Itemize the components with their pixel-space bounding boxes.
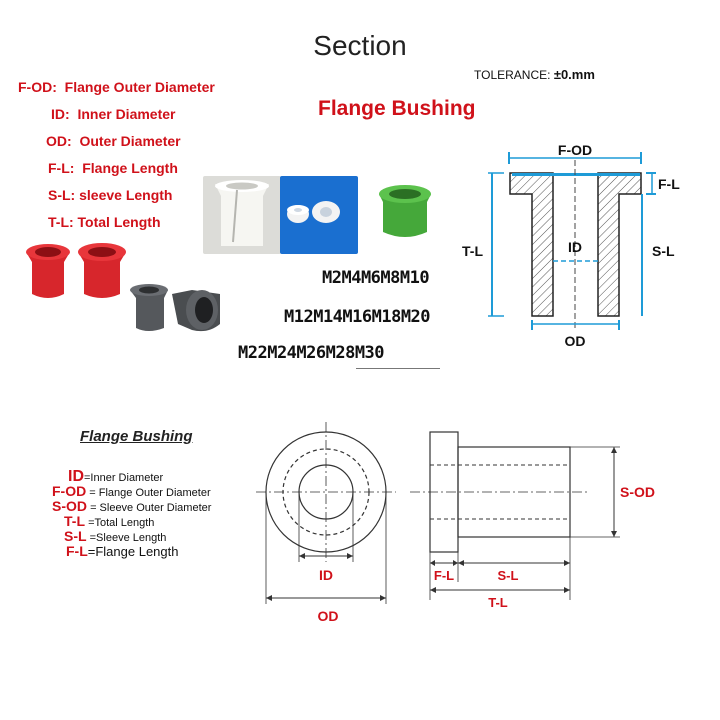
label-t-l: T-L — [462, 243, 483, 259]
dim-f-l-bottom — [430, 560, 458, 583]
legend-key: F-OD: — [18, 79, 57, 95]
legend-text: Flange Outer Diameter — [64, 79, 215, 95]
dim-t-l-bottom — [430, 587, 570, 610]
tolerance-value: ±0.mm — [553, 67, 595, 82]
dim-od-bottom — [266, 595, 386, 624]
legend-row-s-l — [18, 182, 215, 209]
legend2-key: T-L — [64, 513, 85, 529]
legend-row-id — [18, 101, 215, 128]
legend2-key: S-L — [64, 528, 87, 544]
label-f-od: F-OD — [557, 142, 593, 158]
legend-text: Total Length — [77, 214, 161, 230]
legend2-row-f-l — [52, 545, 211, 558]
label-id-bottom: ID — [319, 567, 333, 583]
legend2-text: =Total Length — [88, 517, 155, 529]
label-id: ID — [568, 239, 582, 255]
sizes-row-3: M22M24M26M28M30 — [238, 343, 385, 363]
label-od: OD — [564, 333, 586, 349]
label-s-od: S-OD — [620, 484, 655, 500]
flange-bushing-title: Flange Bushing — [318, 97, 476, 120]
legend-row-f-od — [18, 74, 215, 101]
red-bushing-right — [78, 243, 126, 298]
dim-t-l — [462, 173, 504, 316]
legend-key: OD: — [46, 133, 72, 149]
legend2-text: =Flange Length — [87, 544, 179, 559]
legend2-key: ID — [68, 468, 84, 485]
red-bushing-photo — [20, 238, 135, 304]
tolerance-label: TOLERANCE: — [474, 68, 551, 82]
legend2-text: = Flange Outer Diameter — [89, 487, 211, 499]
dim-od — [532, 320, 619, 349]
legend-key: T-L: — [48, 214, 74, 230]
label-f-l: F-L — [658, 176, 680, 192]
legend2-key: F-OD — [52, 483, 87, 499]
dim-s-od — [611, 447, 655, 537]
page-title: Section — [313, 30, 407, 61]
gray-bushing-photo — [128, 280, 228, 336]
tolerance-note — [474, 67, 595, 82]
section-diagram — [460, 130, 700, 360]
white-bushing-blue-bg-photo — [280, 176, 358, 254]
legend2-key: F-L — [66, 543, 88, 559]
legend-row-t-l — [18, 209, 215, 236]
label-f-l-bottom: F-L — [433, 568, 455, 583]
legend-row-od — [18, 128, 215, 155]
legend2-key: S-OD — [52, 498, 87, 514]
legend2-text: = Sleeve Outer Diameter — [90, 502, 212, 514]
legend-row-f-l — [18, 155, 215, 182]
sizes-row-2: M12M14M16M18M20 — [284, 307, 431, 327]
red-bushing-left — [26, 244, 70, 298]
gray-bushing-right — [172, 290, 220, 331]
legend-key: ID: — [51, 106, 70, 122]
label-s-l-bottom: S-L — [497, 568, 519, 583]
dim-f-l — [646, 173, 680, 194]
dim-s-l — [642, 194, 675, 316]
dim-s-l-bottom — [458, 560, 570, 583]
legend-text: Inner Diameter — [77, 106, 176, 122]
legend-bottom — [52, 470, 211, 558]
gray-bushing-left — [130, 284, 168, 331]
white-bushing-photo — [203, 176, 281, 254]
divider-line — [356, 368, 440, 369]
legend2-text: =Sleeve Length — [89, 532, 167, 544]
legend-top — [18, 74, 215, 236]
legend2-text: =Inner Diameter — [84, 472, 164, 484]
label-s-l: S-L — [652, 243, 675, 259]
legend-key: F-L: — [48, 160, 75, 176]
label-od-bottom: OD — [317, 608, 339, 624]
technical-drawing — [240, 410, 710, 630]
legend-text: Flange Length — [82, 160, 178, 176]
legend-text: Outer Diameter — [79, 133, 181, 149]
bottom-title: Flange Bushing — [80, 428, 193, 445]
label-t-l-bottom: T-L — [488, 595, 508, 610]
green-bushing-photo — [375, 180, 435, 242]
sizes-row-1: M2M4M6M8M10 — [322, 268, 430, 288]
legend-text: sleeve Length — [79, 187, 173, 203]
dim-id — [553, 239, 598, 261]
legend-key: S-L: — [48, 187, 76, 203]
